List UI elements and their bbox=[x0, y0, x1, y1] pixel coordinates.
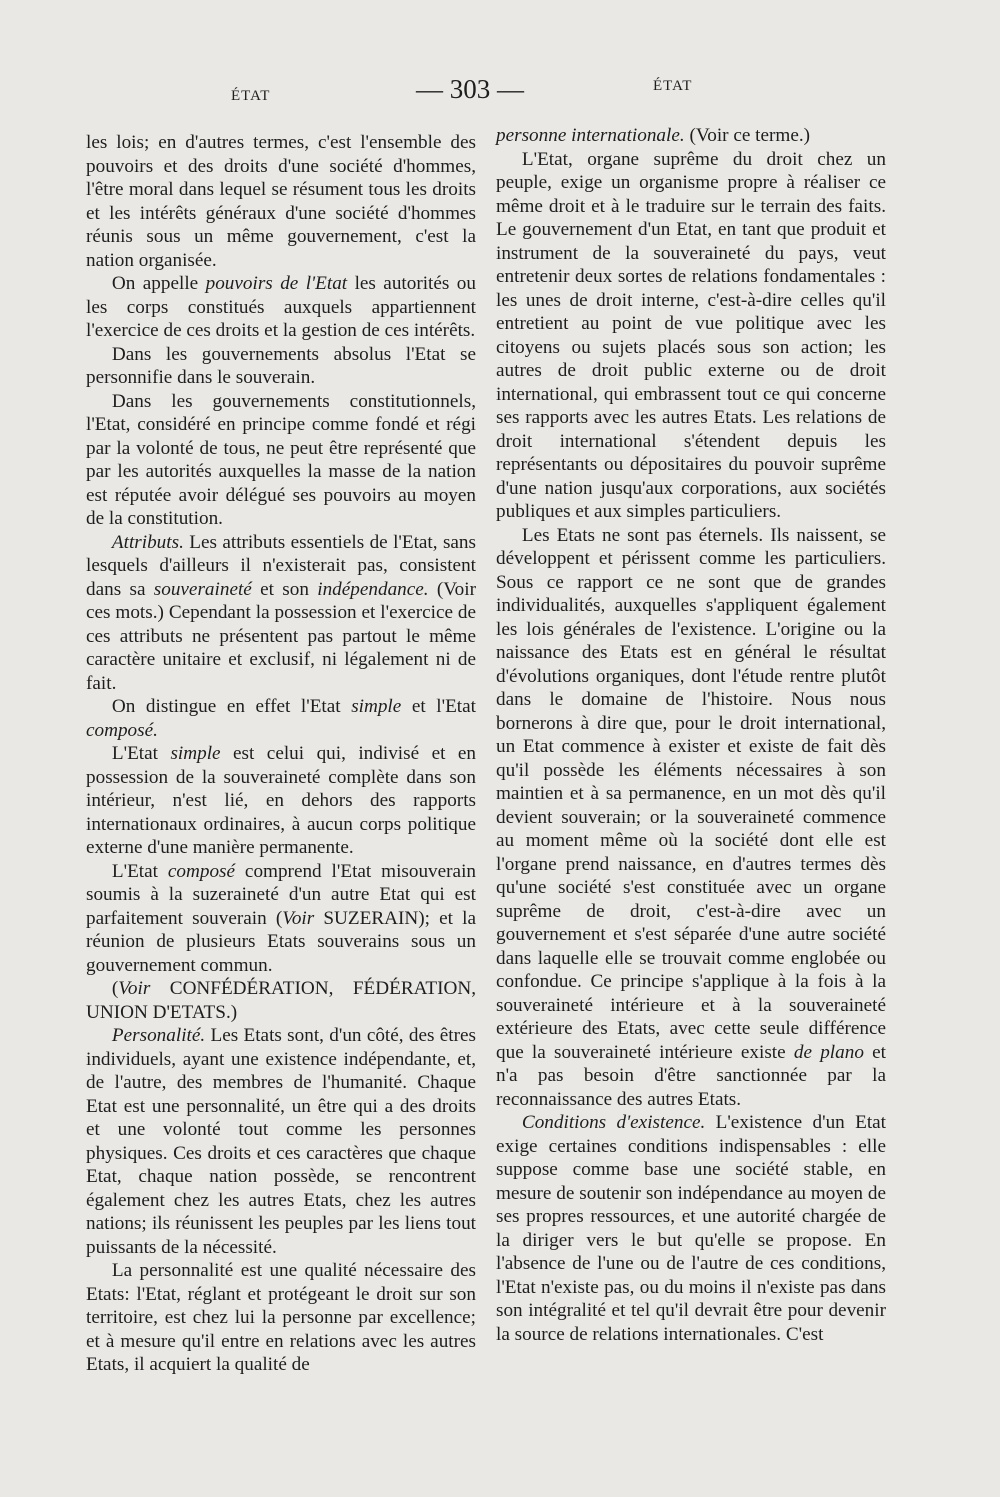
left-column bbox=[86, 131, 476, 1377]
paragraph: L'Etat composé comprend l'Etat misouverain soumis à la suzeraineté d'un autre Etat qui est parfaitement souverain (Voir SUZERAIN); et la réunion de plusieurs Etats souverains sous un gouvernement commun. bbox=[86, 860, 476, 976]
paragraph: Les Etats ne sont pas éternels. Ils naissent, se développent et périssent comme les particuliers. Sous ce rapport ce ne sont que de grandes individualités, auxquelles s'appliquent également les lois générales de l'existence. L'origine ou la naissance des Etats est en général le résultat d'évolutions organiques, dont l'étude rentre plutôt dans le domaine de l'histoire. Nous nous bornerons à dire que, pour le droit international, un Etat commence à exister et existe de fait dès qu'il possède les éléments nécessaires à son maintien et à sa permanence, en un mot dès qu'il devient souverain; or la souveraineté commence au moment même où la société dont elle est l'organe prend naissance, en d'autres termes dès qu'une société s'est constituée avec un organe suprême de droit, c'est-à-dire avec un gouvernement et s'est séparée d'une autre société dans laquelle elle se trouvait comme englobée ou confondue. Ce principe s'applique à la fois à la souveraineté intérieure et à la souveraineté extérieure des Etats, avec cette seule différence que la souveraineté intérieure existe de plano et n'a pas besoin d'être sanctionnée par la reconnaissance des autres Etats. bbox=[496, 524, 886, 1110]
paragraph: L'Etat simple est celui qui, indivisé et en possession de la souveraineté complète dans son intérieur, n'est lié, en dehors des rapports internationaux ordinaires, à aucun corps politique externe d'une manière permanente. bbox=[86, 743, 476, 858]
paragraph: On distingue en effet l'Etat simple et l'Etat composé. bbox=[86, 696, 476, 741]
paragraph-personalite: Personalité. Les Etats sont, d'un côté, des êtres individuels, ayant une existence indépendante, et, de l'autre, des membres de l'humanité. Chaque Etat est une personnalité, un être qui a des droits et une volonté tout comme les personnes physiques. Ces droits et ces caractères que chaque Etat, chaque nation possède, se rencontrent également chez les autres Etats, chez les autres nations; ils réunissent les peuples par les liens tout puissants de la nécessité. bbox=[86, 1025, 476, 1258]
cross-reference: (Voir CONFÉDÉRATION, FÉDÉRATION, UNION D'ETATS.) bbox=[86, 978, 476, 1023]
running-header bbox=[0, 74, 1000, 114]
paragraph-attributs: Attributs. Les attributs essentiels de l'Etat, sans lesquels d'ailleurs il n'existerait pas, consistent dans sa souveraineté et son indépendance. (Voir ces mots.) Cependant la possession et l'exercice de ces attributs ne présentent pas partout le même caractère unitaire et exclusif, ni légalement ni de fait. bbox=[86, 531, 476, 694]
paragraph: Dans les gouvernements absolus l'Etat se personnifie dans le souverain. bbox=[86, 343, 476, 388]
paragraph-conditions: Conditions d'existence. L'existence d'un Etat exige certaines conditions indispensables : elle suppose comme base une société stable, en mesure de soutenir son indépendance au moyen de ses propres ressources, et une autorité chargée de la diriger vers le but qu'elle se propose. En l'absence de l'une ou de l'autre de ces conditions, l'Etat n'existe pas, ou du moins il n'existe pas dans son intégralité et tel qu'il devrait être pour devenir la source de relations internationales. C'est bbox=[496, 1112, 886, 1345]
paragraph: L'Etat, organe suprême du droit chez un peuple, exige un organisme propre à réaliser ce même droit et à le traduire sur le terrain des faits. Le gouvernement d'un Etat, en tant que produit et instrument de la souveraineté du pays, veut entretenir deux sortes de relations fondamentales : les unes de droit interne, c'est-à-dire celles qu'il entretient au point de vue politique avec les citoyens ou sujets placés sous son action; les autres de droit public externe ou de droit international, qui embrassent tout ce qui concerne ses rapports avec les autres Etats. Les relations de droit international s'étendent depuis les représentants ou dépositaires du pouvoir suprême d'une nation jusqu'aux corporations, aux sociétés publiques et aux simples particuliers. bbox=[496, 148, 886, 522]
paragraph: personne internationale. (Voir ce terme.) bbox=[496, 125, 811, 146]
header-left-title: ÉTAT bbox=[231, 88, 271, 104]
paragraph: Dans les gouvernements constitutionnels, l'Etat, considéré en principe comme fondé et régi par la volonté de tous, ne peut être représenté que par les autorités auxquelles la masse de la nation est réputée avoir délégué ses pouvoirs au moyen de la constitution. bbox=[86, 390, 476, 529]
paragraph: On appelle pouvoirs de l'Etat les autorités ou les corps constitués auxquels appartiennent l'exercice de ces droits et la gestion de ces intérêts. bbox=[86, 273, 476, 341]
page-number: — 303 — bbox=[416, 74, 524, 104]
right-column bbox=[496, 124, 886, 1346]
paragraph: La personnalité est une qualité nécessaire des Etats: l'Etat, réglant et protégeant le droit sur son territoire, est chez lui la personne par excellence; et à mesure qu'il entre en relations avec les autres Etats, il acquiert la qualité de bbox=[86, 1260, 476, 1375]
header-right-title: ÉTAT bbox=[653, 78, 693, 94]
paragraph: les lois; en d'autres termes, c'est l'ensemble des pouvoirs et des droits d'une société d'hommes, l'être moral dans lequel se résument tous les droits et les intérêts généraux d'une société d'hommes réunis sous un même gouvernement, c'est la nation organisée. bbox=[86, 132, 476, 271]
